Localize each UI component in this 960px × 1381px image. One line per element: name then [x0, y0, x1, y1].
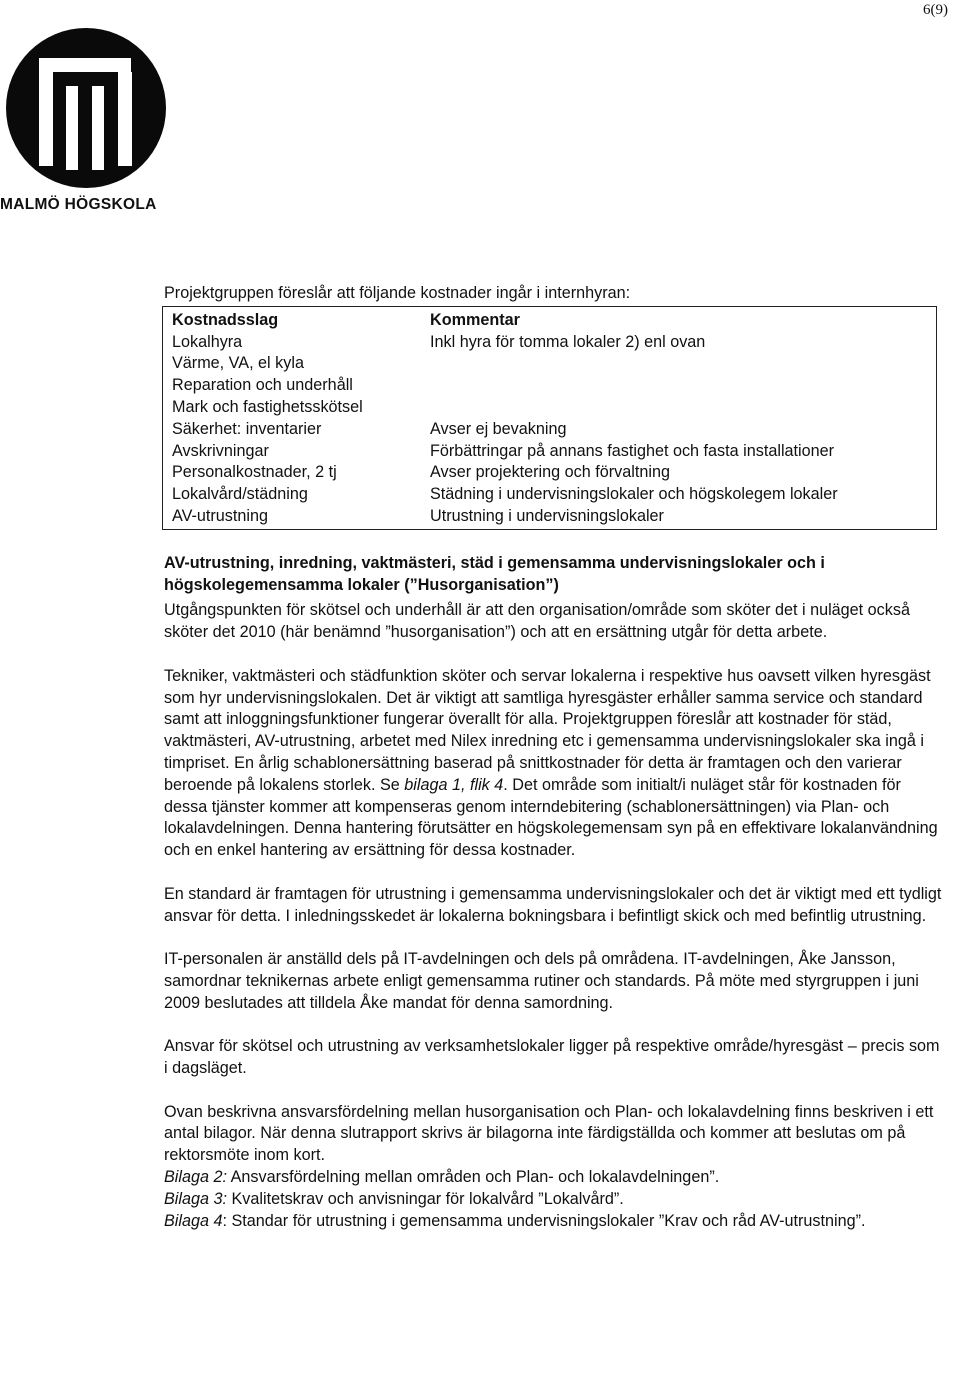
- table-header-row: [163, 307, 936, 332]
- appendix-3-text: Kvalitetskrav och anvisningar för lokalvård ”Lokalvård”.: [227, 1189, 624, 1208]
- comment-cell: [421, 353, 936, 375]
- table-row: [163, 332, 936, 354]
- appendix-3-label: Bilaga 3:: [164, 1189, 227, 1208]
- appendix-4-label: Bilaga 4: [164, 1211, 223, 1230]
- comment-cell: Inkl hyra för tomma lokaler 2) enl ovan: [430, 332, 706, 351]
- appendix-4-text: : Standar för utrustning i gemensamma undervisningslokaler ”Krav och råd AV-utrustning”.: [222, 1211, 866, 1230]
- paragraph-responsibility: Ansvar för skötsel och utrustning av verksamhetslokaler ligger på respektive område/hyresgäst – precis som i dagsläget.: [164, 1037, 940, 1078]
- appendix-2-text: Ansvarsfördelning mellan områden och Plan- och lokalavdelningen”.: [227, 1168, 720, 1187]
- cost-type-cell: Personalkostnader, 2 tj: [172, 463, 337, 482]
- paragraph-appendices: [164, 1102, 944, 1233]
- logo-emblem-icon: [6, 28, 166, 188]
- table-row: [163, 397, 936, 419]
- column-header-comment: Kommentar: [430, 310, 520, 329]
- comment-cell: [421, 375, 936, 397]
- cost-table: [163, 307, 936, 529]
- page-number: 6(9): [923, 2, 948, 18]
- appendix-reference: bilaga 1, flik 4: [404, 775, 504, 794]
- cost-type-cell: Säkerhet: inventarier: [172, 419, 322, 438]
- table-row: [163, 506, 936, 529]
- cost-type-cell: Reparation och underhåll: [172, 376, 353, 395]
- paragraph-it-staff: IT-personalen är anställd dels på IT-avdelningen och dels på områdena. IT-avdelningen, Åke Jansson, samordnar teknikernas arbete enligt gemensamma rutiner och standards. På möte med styrgruppen i juni 2009 beslutades att tilldela Åke mandat för denna samordning.: [164, 950, 919, 1012]
- comment-cell: Avser projektering och förvaltning: [430, 463, 670, 482]
- comment-cell: Förbättringar på annans fastighet och fasta installationer: [430, 441, 835, 460]
- paragraph-starting-point: Utgångspunkten för skötsel och underhåll är att den organisation/område som sköter det i nuläget också sköter det 2010 (här benämnd ”husorganisation”) och att en ersättning utgår för detta arbete.: [164, 601, 910, 642]
- cost-type-cell: AV-utrustning: [172, 506, 268, 525]
- table-row: [163, 441, 936, 463]
- appendix-2-label: Bilaga 2:: [164, 1168, 227, 1187]
- intro-text: Projektgruppen föreslår att följande kostnader ingår i internhyran:: [164, 284, 631, 302]
- logo-wordmark: MALMÖ HÖGSKOLA: [0, 196, 157, 213]
- cost-type-cell: Värme, VA, el kyla: [172, 354, 304, 373]
- paragraph-text: . Det område som initialt/i nuläget står för kostnaden för dessa tjänster kommer att kompenseras genom interndebitering (schablonersättningen) via Plan- och lokalavdelningen. Denna hantering förutsätter en högskolegemensam syn på en effektivare lokalanvändning och en enkel hantering av ersättning för dessa kostnader.: [164, 775, 938, 860]
- table-row: [163, 353, 936, 375]
- paragraph-text: Ovan beskrivna ansvarsfördelning mellan husorganisation och Plan- och lokalavdelning finns beskriven i ett antal bilagor. När denna slutrapport skrivs är bilagorna inte färdigställda och kommer att beslutas om på rektorsmöte inom kort.: [164, 1102, 934, 1165]
- cost-type-cell: Avskrivningar: [172, 441, 269, 460]
- cost-type-cell: Lokalhyra: [172, 332, 243, 351]
- paragraph-text: Tekniker, vaktmästeri och städfunktion sköter och servar lokalerna i respektive hus oavsett vilken hyresgäst som hyr undervisningslokalen. Det är viktigt att samtliga hyresgäster erhåller samma service och standard samt att inloggningsfunktioner fungerar överallt för alla. Projektgruppen föreslår att kostnader för städ, vaktmästeri, AV-utrustning, arbetet med Nilex inredning etc i gemensamma undervisningslokaler ska ingå i timpriset. En årlig schablonersättning baserad på snittkostnader för detta är framtagen och den varierar beroende på lokalens storlek. Se: [164, 666, 931, 794]
- paragraph-service-functions: [164, 666, 944, 862]
- comment-cell: Utrustning i undervisningslokaler: [430, 506, 664, 525]
- column-header-cost-type: Kostnadsslag: [172, 310, 279, 329]
- table-row: [163, 419, 936, 441]
- cost-type-cell: Lokalvård/städning: [172, 485, 308, 504]
- section-heading: AV-utrustning, inredning, vaktmästeri, städ i gemensamma undervisningslokaler och i högskolegemensamma lokaler (”Husorganisation”): [164, 553, 825, 594]
- table-row: [163, 484, 936, 506]
- comment-cell: Städning i undervisningslokaler och högskolegem lokaler: [430, 485, 838, 504]
- malmo-hogskola-logo: [0, 28, 175, 214]
- document-body: [164, 283, 944, 1232]
- comment-cell: Avser ej bevakning: [430, 419, 567, 438]
- table-row: [163, 462, 936, 484]
- paragraph-equipment-standard: En standard är framtagen för utrustning i gemensamma undervisningslokaler och det är viktigt med ett tydligt ansvar för detta. I inledningsskedet är lokalerna bokningsbara i befintligt skick och med befintlig utrustning.: [164, 884, 942, 925]
- table-row: [163, 375, 936, 397]
- comment-cell: [421, 397, 936, 419]
- cost-type-cell: Mark och fastighetsskötsel: [172, 397, 363, 416]
